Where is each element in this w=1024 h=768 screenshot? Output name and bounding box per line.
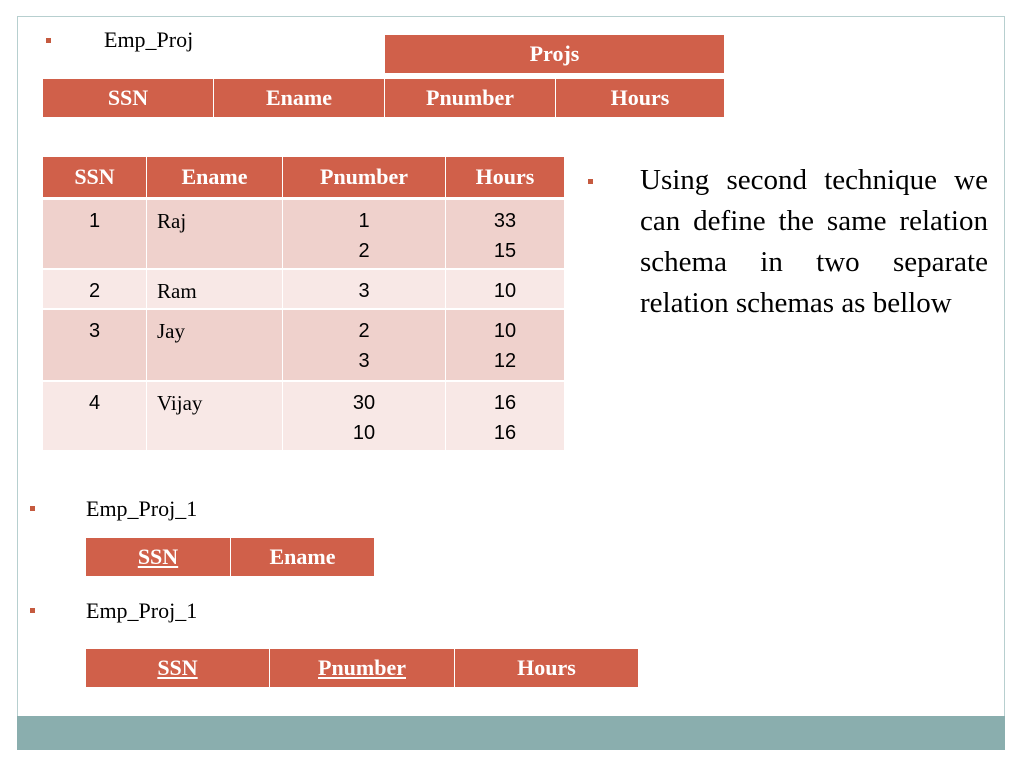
side-note-text: Using second technique we can define the same relation schema in two separate relation schemas as bellow bbox=[640, 164, 988, 319]
cell-hours bbox=[446, 381, 565, 451]
emp-proj-1-label: Emp_Proj_1 bbox=[86, 598, 198, 623]
emp-proj-label: Emp_Proj bbox=[104, 27, 194, 52]
cell-hours bbox=[446, 269, 565, 309]
schema-col-ename: Ename bbox=[214, 79, 385, 117]
cell-ename: Jay bbox=[147, 309, 283, 381]
cell-value: 2 bbox=[358, 240, 370, 262]
bullet-icon bbox=[30, 506, 35, 511]
cell-ename: Ram bbox=[147, 269, 283, 309]
cell-value: 3 bbox=[358, 279, 370, 302]
col-header-ssn: SSN bbox=[43, 157, 147, 199]
cell-value: 30 bbox=[352, 391, 376, 414]
emp-proj-2-schema-header bbox=[86, 649, 638, 687]
cell-pnumber bbox=[283, 309, 446, 381]
cell-ename: Raj bbox=[147, 199, 283, 269]
cell-value: 10 bbox=[352, 421, 376, 444]
cell-pnumber bbox=[283, 381, 446, 451]
schema-col-ssn: SSN bbox=[43, 79, 214, 117]
emp-proj-schema-header bbox=[43, 79, 724, 117]
bullet-icon bbox=[46, 38, 51, 43]
projs-header-cell: Projs bbox=[385, 35, 724, 73]
schema-col-ename: Ename bbox=[231, 538, 374, 576]
cell-ssn: 2 bbox=[43, 269, 147, 309]
cell-hours bbox=[446, 309, 565, 381]
schema-col-hours: Hours bbox=[556, 79, 724, 117]
projs-group-header bbox=[385, 35, 724, 73]
footer-band bbox=[17, 716, 1005, 750]
table-header-row bbox=[43, 157, 564, 199]
cell-value: 16 bbox=[493, 391, 517, 414]
col-header-hours: Hours bbox=[446, 157, 565, 199]
schema-col-ssn: SSN bbox=[86, 538, 231, 576]
cell-value: 2 bbox=[358, 319, 370, 342]
table-row bbox=[43, 309, 564, 381]
schema-col-hours: Hours bbox=[455, 649, 638, 687]
cell-ssn: 3 bbox=[43, 309, 147, 381]
cell-value: 10 bbox=[493, 319, 517, 342]
schema-col-pnumber: Pnumber bbox=[270, 649, 455, 687]
table-row bbox=[43, 269, 564, 309]
emp-proj-1-schema-header bbox=[86, 538, 374, 576]
cell-value: 15 bbox=[493, 240, 517, 262]
emp-proj-data-table bbox=[43, 157, 564, 452]
col-header-ename: Ename bbox=[147, 157, 283, 199]
emp-proj-1-label: Emp_Proj_1 bbox=[86, 496, 198, 521]
col-header-pnumber: Pnumber bbox=[283, 157, 446, 199]
cell-ename: Vijay bbox=[147, 381, 283, 451]
cell-value: 12 bbox=[493, 349, 517, 372]
cell-pnumber bbox=[283, 199, 446, 269]
cell-ssn: 4 bbox=[43, 381, 147, 451]
cell-ssn: 1 bbox=[43, 199, 147, 269]
table-row bbox=[43, 199, 564, 269]
cell-pnumber bbox=[283, 269, 446, 309]
cell-value: 3 bbox=[358, 349, 370, 372]
cell-value: 10 bbox=[493, 279, 517, 302]
schema-col-ssn: SSN bbox=[86, 649, 270, 687]
schema-col-pnumber: Pnumber bbox=[385, 79, 556, 117]
bullet-icon bbox=[588, 179, 593, 184]
cell-value: 1 bbox=[358, 210, 370, 232]
table-row bbox=[43, 381, 564, 451]
cell-hours bbox=[446, 199, 565, 269]
cell-value: 33 bbox=[493, 210, 517, 232]
bullet-icon bbox=[30, 608, 35, 613]
cell-value: 16 bbox=[493, 421, 517, 444]
